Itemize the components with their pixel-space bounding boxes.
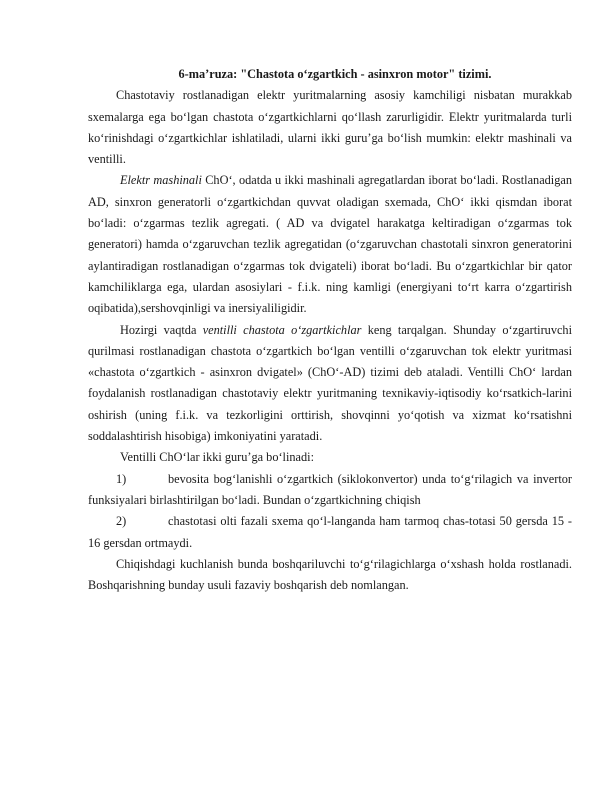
document-page bbox=[88, 64, 572, 596]
paragraph-electric-machine-text: ChO‘, odatda u ikki mashinali agregatlardan iborat bo‘ladi. Rostlanadigan AD, sinxron generatorli o‘zgartkichdan quvvat oladigan sxemada, ChO‘ ikki qismdan iborat bo‘ladi: o‘zgarmas tezlik agregati. ( AD va dvigatel harakatga keltiradigan o‘zgarmas tok generatori) hamda o‘zgaruvchan tezlik agregatidan (o‘zgaruvchan chastotali sinxron generatorini aylantiradigan rostlanadigan o‘zgarmas tok dvigateli) iborat bo‘ladi. Bu o‘zgartkichlar bir qator kamchiliklarga ega, ulardan asosiylari - f.i.k. ning kamligi (energiyani to‘rt karra o‘zgartirish oqibatida),sershovqinligi va inersiyaliligidir. bbox=[88, 173, 572, 316]
term-valve-converters: ventilli chastota o‘zgartkichlar bbox=[202, 322, 362, 337]
paragraph-valve-text: keng tarqalgan. Shunday o‘zgartiruvchi qurilmasi rostlanadigan chastota o‘zgartkich bo‘lgan ventilli o‘zgaruvchan tok elektr yuritmasi «chastota o‘zgartkich - asinxron dvigatel» (ChO‘-AD) tizimi deb ataladi. Ventilli ChO‘ lardan foydalanish rostlanadigan chastotaviy elektr yuritmaning texnikaviy-iqtisodiy ko‘rsatkich-larini oshirish (uning f.i.k. va tezkorligini orttirish, shovqinni yo‘qotish va xizmat ko‘rsatishni soddalashtirish hisobiga) imkoniyatini yaratadi. bbox=[88, 322, 572, 444]
paragraph-valve-prefix: Hozirgi vaqtda bbox=[120, 322, 203, 337]
list-item-1 bbox=[88, 469, 572, 512]
paragraph-electric-machine bbox=[88, 170, 572, 319]
list-item-2-text: chastotasi olti fazali sxema qo‘l-langanda ham tarmoq chas-totasi 50 gersda 15 - 16 gersdan ortmaydi. bbox=[88, 514, 572, 550]
list-item-2 bbox=[88, 511, 572, 554]
paragraph-groups: Ventilli ChO‘lar ikki guru’ga bo‘linadi: bbox=[120, 450, 314, 465]
paragraph-intro: Chastotaviy rostlanadigan elektr yuritmalarning asosiy kamchiligi nisbatan murakkab sxemalarga ega bo‘lgan chastota o‘zgartkichlarni qo‘llash zarurligidir. Elektr yuritmalarda turli ko‘rinishdagi o‘zgartkichlar ishlatiladi, ularni ikki guru’ga bo‘lish mumkin: elektr mashinali va ventilli. bbox=[88, 88, 572, 167]
term-electric-machine: Elektr mashinali bbox=[120, 173, 202, 188]
paragraph-valve-converters bbox=[88, 320, 572, 448]
list-item-1-text: bevosita bog‘lanishli o‘zgartkich (siklokonvertor) unda to‘g‘rilagich va invertor funksiyalari birlashtirilgan bo‘ladi. Bundan o‘zgartkichning chiqish bbox=[88, 471, 572, 507]
lecture-title: 6-ma’ruza: "Chastota o‘zgartkich - asinxron motor" tizimi. bbox=[178, 67, 492, 81]
paragraph-output-voltage: Chiqishdagi kuchlanish bunda boshqariluvchi to‘g‘rilagichlarga o‘xshash holda rostlanadi. Boshqarishning bunday usuli fazaviy boshqarish deb nomlangan. bbox=[88, 556, 572, 593]
list-item-1-number: 1) bbox=[116, 471, 127, 486]
list-item-2-number: 2) bbox=[116, 514, 127, 529]
